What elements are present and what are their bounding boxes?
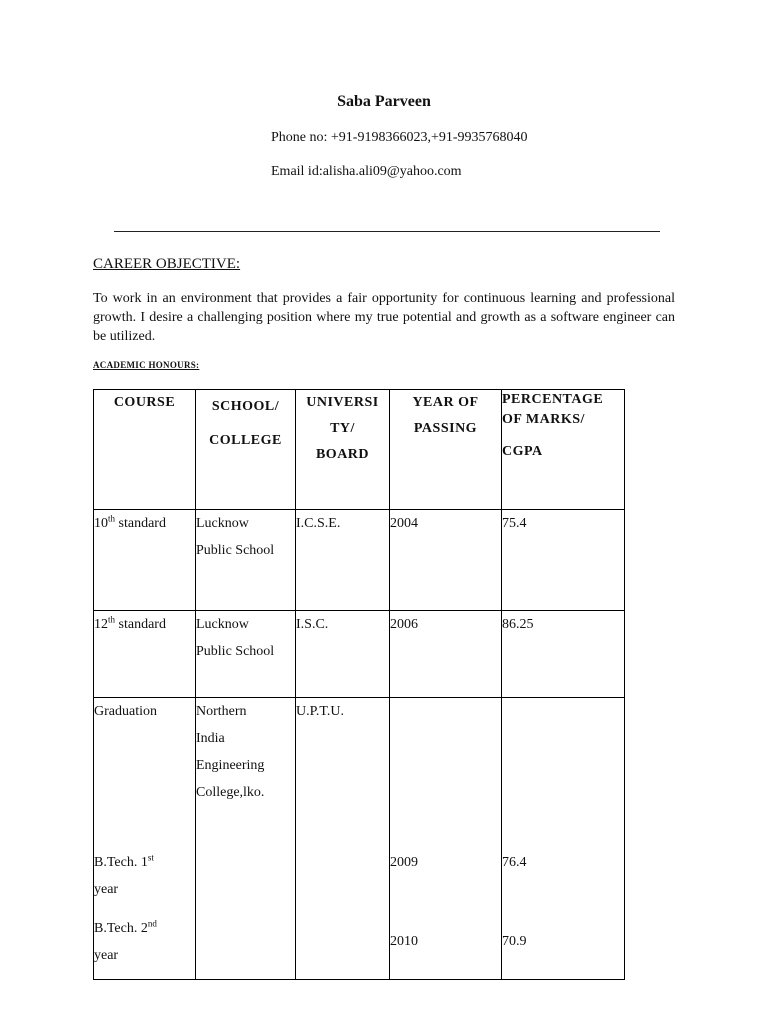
header-divider: [114, 231, 660, 232]
column-header-school: [196, 390, 296, 510]
school-line2: Public School: [196, 543, 275, 558]
cell-marks: [502, 698, 625, 980]
btech-2-year-word: year: [94, 948, 119, 963]
course-number: 12: [94, 617, 108, 632]
cell-school: [196, 510, 296, 611]
column-header-percentage-line3: CGPA: [502, 444, 543, 459]
cell-marks: 86.25: [502, 611, 625, 698]
school-line1: Lucknow: [196, 617, 249, 632]
cell-year: 2004: [390, 510, 502, 611]
cell-year: 2006: [390, 611, 502, 698]
college-line3: Engineering: [196, 758, 265, 773]
college-line2: India: [196, 731, 225, 746]
course-superscript: th: [108, 614, 116, 625]
btech-2-marks: 70.9: [502, 934, 527, 949]
course-number: 10: [94, 516, 108, 531]
cell-course: [94, 611, 196, 698]
college-line4: College,lko.: [196, 785, 265, 800]
college-line1: Northern: [196, 704, 247, 719]
column-header-school-line1: SCHOOL/: [211, 399, 280, 414]
table-row-graduation: [94, 698, 625, 980]
btech-1-year: 2009: [390, 855, 418, 870]
career-objective-text: To work in an environment that provides a fair opportunity for continuous learning and professional growth. I desire a challenging position where my true potential and growth as a software engineer can be utilized.: [93, 291, 675, 344]
column-header-year: [390, 390, 502, 510]
school-line2: Public School: [196, 644, 275, 659]
table-row: [94, 510, 625, 611]
cell-board: I.C.S.E.: [296, 510, 390, 611]
course-suffix: standard: [115, 617, 166, 632]
column-header-percentage: [502, 390, 625, 510]
column-header-university: [296, 390, 390, 510]
email-address: Email id:alisha.ali09@yahoo.com: [271, 164, 462, 179]
table-header-row: [94, 390, 625, 510]
academic-honours-heading: ACADEMIC HONOURS:: [93, 360, 200, 370]
school-line1: Lucknow: [196, 516, 249, 531]
cell-board: I.S.C.: [296, 611, 390, 698]
course-suffix: standard: [115, 516, 166, 531]
column-header-year-line2: PASSING: [413, 421, 478, 436]
btech-2-label: B.Tech. 2: [94, 921, 148, 936]
academic-table: [93, 389, 625, 980]
career-objective-heading: CAREER OBJECTIVE:: [93, 256, 241, 272]
column-header-school-line2: COLLEGE: [209, 433, 282, 448]
column-header-course: [94, 390, 196, 510]
cell-marks: 75.4: [502, 510, 625, 611]
table-row: [94, 611, 625, 698]
btech-2-superscript: nd: [147, 918, 157, 929]
column-header-year-line1: YEAR OF: [412, 395, 479, 410]
phone-number: Phone no: +91-9198366023,+91-9935768040: [271, 130, 528, 145]
candidate-name: Saba Parveen: [337, 93, 431, 110]
course-graduation: Graduation: [94, 704, 157, 719]
cell-school: [196, 611, 296, 698]
course-btech-1: [94, 849, 195, 876]
cell-college: [196, 698, 296, 980]
btech-2-year: 2010: [390, 934, 418, 949]
btech-1-marks: 76.4: [502, 855, 527, 870]
btech-1-label: B.Tech. 1: [94, 855, 148, 870]
btech-1-superscript: st: [147, 852, 154, 863]
cell-year: [390, 698, 502, 980]
course-superscript: th: [108, 513, 116, 524]
btech-1-year-word: year: [94, 882, 119, 897]
column-header-university-line2: TY/: [330, 421, 355, 436]
column-header-percentage-line1: PERCENTAGE: [502, 392, 604, 407]
column-header-percentage-line2: OF MARKS/: [502, 412, 585, 427]
cell-university: U.P.T.U.: [296, 698, 390, 980]
cell-course: [94, 510, 196, 611]
cell-course: [94, 698, 196, 980]
column-header-course-label: COURSE: [113, 395, 176, 410]
course-btech-2: [94, 915, 195, 942]
column-header-university-line3: BOARD: [315, 447, 370, 462]
column-header-university-line1: UNIVERSI: [306, 395, 379, 410]
